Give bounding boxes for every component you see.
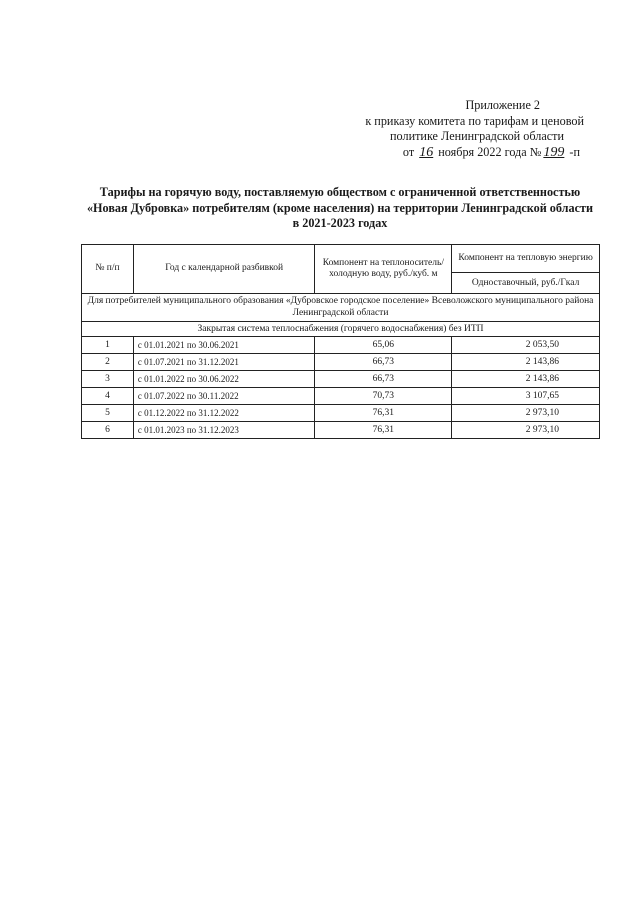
date-middle: ноября 2022 года №	[438, 144, 542, 159]
row-period: с 01.01.2021 по 30.06.2021	[133, 337, 315, 354]
row-period: с 01.07.2021 по 31.12.2021	[133, 354, 315, 371]
section-consumers: Для потребителей муниципального образования «Дубровское городское поселение» Всеволожского муниципального района Ленинградской области	[82, 294, 600, 322]
header-energy: Компонент на тепловую энергию	[452, 245, 600, 273]
row-num: 5	[82, 405, 134, 422]
table-row	[82, 388, 600, 405]
handwritten-day: 16	[419, 144, 434, 160]
appendix-date-line	[284, 145, 584, 161]
row-energy: 2 143,86	[452, 354, 600, 371]
title-line-2: «Новая Дубровка» потребителям (кроме населения) на территории Ленинградской области	[86, 200, 594, 215]
row-energy: 3 107,65	[452, 388, 600, 405]
row-carrier: 66,73	[315, 371, 452, 388]
document-title	[70, 185, 610, 232]
row-energy: 2 143,86	[452, 371, 600, 388]
row-period: с 01.07.2022 по 30.11.2022	[133, 388, 315, 405]
row-period: с 01.01.2023 по 31.12.2023	[133, 422, 315, 439]
row-energy: 2 053,50	[452, 337, 600, 354]
title-line-1: Тарифы на горячую воду, поставляемую обществом с ограниченной ответственностью	[99, 185, 581, 199]
title-line-3: в 2021-2023 годах	[292, 216, 388, 231]
table-row	[82, 354, 600, 371]
row-carrier: 65,06	[315, 337, 452, 354]
section-row-system	[82, 322, 600, 337]
tariff-table	[81, 244, 600, 439]
row-num: 6	[82, 422, 134, 439]
header-energy-sub: Одноставочный, руб./Гкал	[452, 273, 600, 294]
row-energy: 2 973,10	[452, 422, 600, 439]
table-row	[82, 405, 600, 422]
row-num: 2	[82, 354, 134, 371]
row-carrier: 70,73	[315, 388, 452, 405]
table-row	[82, 422, 600, 439]
table-row	[82, 337, 600, 354]
section-system: Закрытая система теплоснабжения (горячего водоснабжения) без ИТП	[82, 322, 600, 337]
date-prefix: от	[402, 144, 415, 159]
table-header-row	[82, 245, 600, 273]
handwritten-order-number: 199	[543, 144, 565, 160]
header-period: Год с календарной разбивкой	[133, 245, 315, 294]
row-carrier: 76,31	[315, 405, 452, 422]
row-period: с 01.12.2022 по 31.12.2022	[133, 405, 315, 422]
row-period: с 01.01.2022 по 30.06.2022	[133, 371, 315, 388]
row-energy: 2 973,10	[452, 405, 600, 422]
header-carrier: Компонент на теплоноситель/ холодную воду, руб./куб. м	[315, 245, 452, 294]
appendix-title: Приложение 2	[465, 98, 540, 112]
date-suffix: -п	[569, 144, 580, 159]
appendix-committee: политике Ленинградской области	[390, 129, 564, 144]
header-num: № п/п	[82, 245, 134, 294]
appendix-header	[284, 98, 584, 160]
row-carrier: 76,31	[315, 422, 452, 439]
row-num: 3	[82, 371, 134, 388]
row-num: 4	[82, 388, 134, 405]
table-row	[82, 371, 600, 388]
row-num: 1	[82, 337, 134, 354]
section-row-consumers	[82, 294, 600, 322]
appendix-order-ref: к приказу комитета по тарифам и ценовой	[365, 113, 584, 128]
row-carrier: 66,73	[315, 354, 452, 371]
